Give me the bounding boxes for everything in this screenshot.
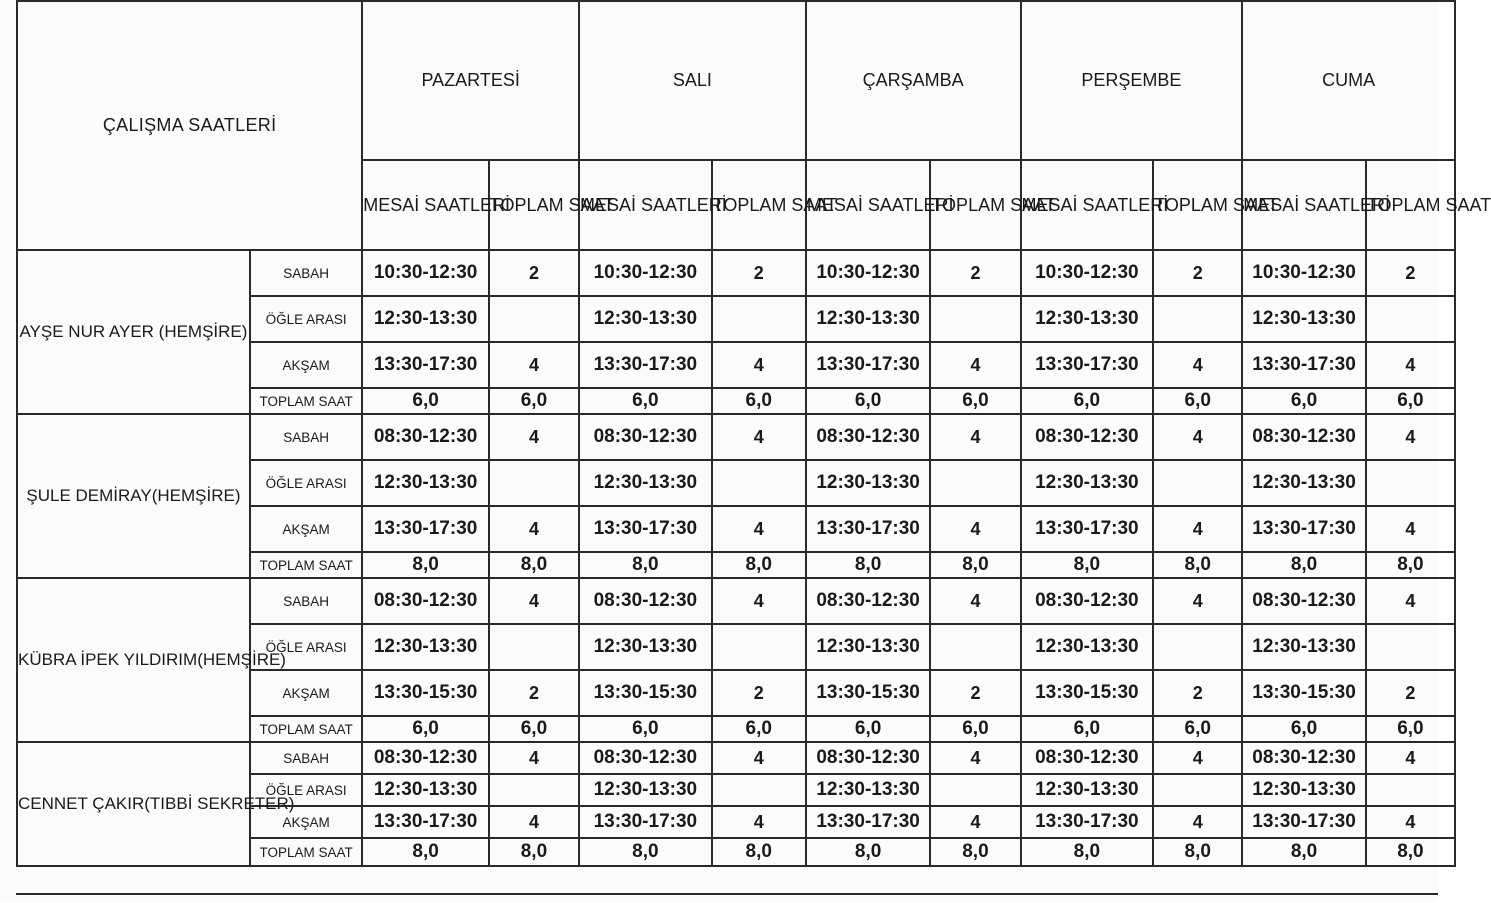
day-total-hours: 8,0	[712, 552, 806, 578]
day-total-hours: 8,0	[489, 552, 579, 578]
period-label: AKŞAM	[250, 506, 362, 552]
day-total-value: 8,0	[1242, 838, 1366, 866]
shift-time-range: 08:30-12:30	[579, 578, 712, 624]
period-label: ÖĞLE ARASI	[250, 624, 362, 670]
shift-time-range: 12:30-13:30	[362, 774, 489, 806]
day-total-hours: 8,0	[1153, 552, 1242, 578]
shift-hours: 4	[1366, 414, 1455, 460]
shift-hours: 4	[930, 506, 1020, 552]
staff-name: AYŞE NUR AYER (HEMŞİRE)	[17, 250, 250, 414]
day-total-value: 8,0	[579, 838, 712, 866]
day-total-value: 6,0	[806, 716, 931, 742]
shift-hours: 4	[1366, 578, 1455, 624]
sub-header-total: TOPLAM SAAT	[489, 160, 579, 250]
shift-time-range: 10:30-12:30	[579, 250, 712, 296]
day-total-value: 6,0	[1242, 388, 1366, 414]
shift-hours: 4	[1153, 578, 1242, 624]
shift-hours: 2	[712, 670, 806, 716]
shift-hours	[930, 296, 1020, 342]
day-total-hours: 6,0	[1366, 388, 1455, 414]
shift-hours: 2	[1366, 250, 1455, 296]
shift-hours: 4	[930, 414, 1020, 460]
day-total-value: 8,0	[806, 838, 931, 866]
shift-time-range: 13:30-17:30	[1242, 342, 1366, 388]
shift-hours: 4	[712, 742, 806, 774]
shift-hours	[1366, 774, 1455, 806]
shift-time-range: 08:30-12:30	[1021, 414, 1154, 460]
next-row-edge	[16, 893, 1438, 903]
shift-time-range: 13:30-17:30	[806, 506, 931, 552]
shift-hours: 4	[712, 414, 806, 460]
day-total-hours: 8,0	[1366, 838, 1455, 866]
shift-time-range: 13:30-17:30	[1021, 806, 1154, 838]
shift-time-range: 08:30-12:30	[579, 742, 712, 774]
day-total-hours: 6,0	[930, 388, 1020, 414]
period-label: TOPLAM SAAT	[250, 838, 362, 866]
day-total-value: 8,0	[362, 838, 489, 866]
shift-hours: 4	[1153, 414, 1242, 460]
shift-time-range: 08:30-12:30	[362, 578, 489, 624]
day-total-value: 6,0	[1021, 716, 1154, 742]
shift-hours: 4	[712, 806, 806, 838]
period-label: AKŞAM	[250, 342, 362, 388]
shift-time-range: 13:30-17:30	[1021, 506, 1154, 552]
shift-time-range: 12:30-13:30	[1021, 774, 1154, 806]
staff-name: KÜBRA İPEK YILDIRIM(HEMŞİRE)	[17, 578, 250, 742]
shift-time-range: 08:30-12:30	[1242, 578, 1366, 624]
shift-hours: 4	[1366, 506, 1455, 552]
shift-hours: 4	[489, 578, 579, 624]
sub-header-hours: MESAİ SAATLERİ	[1021, 160, 1154, 250]
shift-time-range: 13:30-17:30	[362, 506, 489, 552]
shift-time-range: 10:30-12:30	[806, 250, 931, 296]
shift-time-range: 12:30-13:30	[1242, 774, 1366, 806]
day-total-hours: 8,0	[712, 838, 806, 866]
day-total-value: 8,0	[579, 552, 712, 578]
table-row	[17, 414, 1455, 460]
shift-hours: 4	[489, 414, 579, 460]
day-total-value: 8,0	[806, 552, 931, 578]
shift-time-range: 10:30-12:30	[1242, 250, 1366, 296]
day-total-hours: 8,0	[930, 838, 1020, 866]
shift-time-range: 12:30-13:30	[579, 624, 712, 670]
shift-time-range: 12:30-13:30	[806, 774, 931, 806]
shift-hours	[1366, 296, 1455, 342]
shift-time-range: 12:30-13:30	[1242, 296, 1366, 342]
period-label: SABAH	[250, 742, 362, 774]
shift-time-range: 12:30-13:30	[1021, 460, 1154, 506]
day-total-hours: 8,0	[1153, 838, 1242, 866]
shift-time-range: 13:30-17:30	[579, 806, 712, 838]
day-total-value: 6,0	[362, 388, 489, 414]
shift-hours	[712, 624, 806, 670]
period-label: AKŞAM	[250, 806, 362, 838]
shift-hours: 4	[930, 742, 1020, 774]
shift-hours	[489, 624, 579, 670]
shift-time-range: 08:30-12:30	[1021, 742, 1154, 774]
staff-name: ŞULE DEMİRAY(HEMŞİRE)	[17, 414, 250, 578]
day-total-value: 6,0	[362, 716, 489, 742]
shift-time-range: 13:30-15:30	[362, 670, 489, 716]
period-label: TOPLAM SAAT	[250, 716, 362, 742]
shift-time-range: 12:30-13:30	[1242, 624, 1366, 670]
day-total-hours: 6,0	[1366, 716, 1455, 742]
sub-header-hours: MESAİ SAATLERİ	[1242, 160, 1366, 250]
shift-hours: 4	[489, 342, 579, 388]
shift-hours	[489, 774, 579, 806]
period-label: ÖĞLE ARASI	[250, 774, 362, 806]
shift-time-range: 08:30-12:30	[806, 578, 931, 624]
day-total-value: 6,0	[1021, 388, 1154, 414]
shift-time-range: 08:30-12:30	[579, 414, 712, 460]
period-label: AKŞAM	[250, 670, 362, 716]
day-total-value: 6,0	[579, 716, 712, 742]
day-total-value: 8,0	[1242, 552, 1366, 578]
table-row	[17, 578, 1455, 624]
day-total-value: 8,0	[1021, 552, 1154, 578]
shift-hours	[930, 774, 1020, 806]
sub-header-hours: MESAİ SAATLERİ	[579, 160, 712, 250]
shift-hours: 2	[489, 250, 579, 296]
shift-hours	[489, 460, 579, 506]
period-label: SABAH	[250, 250, 362, 296]
shift-time-range: 08:30-12:30	[1021, 578, 1154, 624]
day-total-value: 6,0	[579, 388, 712, 414]
shift-hours: 2	[489, 670, 579, 716]
shift-time-range: 08:30-12:30	[1242, 414, 1366, 460]
day-total-value: 6,0	[1242, 716, 1366, 742]
shift-hours: 4	[1153, 806, 1242, 838]
shift-time-range: 13:30-17:30	[579, 506, 712, 552]
shift-time-range: 13:30-17:30	[362, 342, 489, 388]
day-total-hours: 6,0	[1153, 716, 1242, 742]
table-row	[17, 742, 1455, 774]
shift-time-range: 13:30-17:30	[1242, 806, 1366, 838]
shift-hours: 4	[712, 506, 806, 552]
period-label: ÖĞLE ARASI	[250, 460, 362, 506]
shift-hours: 4	[712, 578, 806, 624]
period-label: ÖĞLE ARASI	[250, 296, 362, 342]
shift-time-range: 12:30-13:30	[362, 460, 489, 506]
shift-time-range: 08:30-12:30	[806, 414, 931, 460]
working-hours-table	[16, 0, 1491, 867]
shift-hours: 4	[489, 742, 579, 774]
sub-header-hours: MESAİ SAATLERİ	[806, 160, 931, 250]
shift-time-range: 08:30-12:30	[806, 742, 931, 774]
shift-time-range: 12:30-13:30	[806, 296, 931, 342]
sub-header-total: TOPLAM SAAT	[1153, 160, 1242, 250]
shift-hours	[1153, 774, 1242, 806]
shift-time-range: 13:30-17:30	[1242, 506, 1366, 552]
shift-hours: 4	[1153, 742, 1242, 774]
sub-header-total: TOPLAM SAAT	[930, 160, 1020, 250]
day-total-hours: 8,0	[1366, 552, 1455, 578]
shift-hours	[1153, 296, 1242, 342]
shift-time-range: 13:30-17:30	[1021, 342, 1154, 388]
shift-hours: 4	[489, 806, 579, 838]
shift-hours: 4	[1153, 342, 1242, 388]
sub-header-hours: MESAİ SAATLERİ	[362, 160, 489, 250]
day-total-hours: 8,0	[489, 838, 579, 866]
day-header-tuesday: SALI	[579, 1, 806, 160]
day-header-wednesday: ÇARŞAMBA	[806, 1, 1021, 160]
shift-hours: 2	[712, 250, 806, 296]
shift-hours: 4	[930, 342, 1020, 388]
period-label: SABAH	[250, 414, 362, 460]
day-total-hours: 6,0	[712, 716, 806, 742]
day-total-hours: 6,0	[489, 716, 579, 742]
shift-hours: 2	[1153, 250, 1242, 296]
period-label: SABAH	[250, 578, 362, 624]
shift-time-range: 12:30-13:30	[579, 460, 712, 506]
day-total-value: 8,0	[362, 552, 489, 578]
shift-time-range: 12:30-13:30	[1021, 296, 1154, 342]
sub-header-total: TOPLAM SAAT	[712, 160, 806, 250]
shift-hours	[930, 624, 1020, 670]
shift-time-range: 12:30-13:30	[579, 774, 712, 806]
day-total-value: 6,0	[806, 388, 931, 414]
shift-time-range: 10:30-12:30	[1021, 250, 1154, 296]
period-label: TOPLAM SAAT	[250, 388, 362, 414]
shift-time-range: 08:30-12:30	[362, 742, 489, 774]
shift-hours	[1366, 624, 1455, 670]
shift-time-range: 13:30-17:30	[362, 806, 489, 838]
shift-time-range: 12:30-13:30	[806, 460, 931, 506]
shift-hours: 2	[930, 670, 1020, 716]
shift-time-range: 12:30-13:30	[362, 296, 489, 342]
period-label: TOPLAM SAAT	[250, 552, 362, 578]
shift-time-range: 13:30-17:30	[806, 806, 931, 838]
shift-time-range: 13:30-15:30	[579, 670, 712, 716]
day-total-hours: 6,0	[712, 388, 806, 414]
table-title: ÇALIŞMA SAATLERİ	[17, 1, 362, 250]
shift-time-range: 12:30-13:30	[806, 624, 931, 670]
shift-hours: 4	[930, 578, 1020, 624]
shift-time-range: 12:30-13:30	[1021, 624, 1154, 670]
shift-time-range: 10:30-12:30	[362, 250, 489, 296]
shift-hours	[1153, 624, 1242, 670]
shift-hours	[1153, 460, 1242, 506]
shift-time-range: 13:30-15:30	[806, 670, 931, 716]
shift-hours: 4	[930, 806, 1020, 838]
shift-time-range: 12:30-13:30	[362, 624, 489, 670]
shift-hours	[1366, 460, 1455, 506]
staff-name: CENNET ÇAKIR(TIBBİ SEKRETER)	[17, 742, 250, 866]
shift-hours: 4	[712, 342, 806, 388]
day-total-hours: 6,0	[1153, 388, 1242, 414]
shift-hours	[930, 460, 1020, 506]
day-header-monday: PAZARTESİ	[362, 1, 579, 160]
shift-time-range: 08:30-12:30	[1242, 742, 1366, 774]
shift-hours: 2	[1366, 670, 1455, 716]
sub-header-total: TOPLAM SAAT	[1366, 160, 1455, 250]
shift-hours: 4	[1366, 342, 1455, 388]
shift-hours	[712, 774, 806, 806]
shift-hours: 4	[1153, 506, 1242, 552]
shift-time-range: 12:30-13:30	[1242, 460, 1366, 506]
shift-hours: 2	[1153, 670, 1242, 716]
shift-hours	[712, 460, 806, 506]
shift-time-range: 13:30-17:30	[806, 342, 931, 388]
day-total-hours: 8,0	[930, 552, 1020, 578]
shift-time-range: 13:30-15:30	[1021, 670, 1154, 716]
day-header-friday: CUMA	[1242, 1, 1455, 160]
day-total-value: 8,0	[1021, 838, 1154, 866]
shift-hours	[489, 296, 579, 342]
shift-hours: 2	[930, 250, 1020, 296]
table-row	[17, 250, 1455, 296]
shift-time-range: 12:30-13:30	[579, 296, 712, 342]
day-header-thursday: PERŞEMBE	[1021, 1, 1243, 160]
shift-hours: 4	[1366, 806, 1455, 838]
shift-hours: 4	[489, 506, 579, 552]
day-total-hours: 6,0	[489, 388, 579, 414]
shift-time-range: 08:30-12:30	[362, 414, 489, 460]
shift-hours: 4	[1366, 742, 1455, 774]
shift-hours	[712, 296, 806, 342]
day-total-hours: 6,0	[930, 716, 1020, 742]
shift-time-range: 13:30-17:30	[579, 342, 712, 388]
shift-time-range: 13:30-15:30	[1242, 670, 1366, 716]
